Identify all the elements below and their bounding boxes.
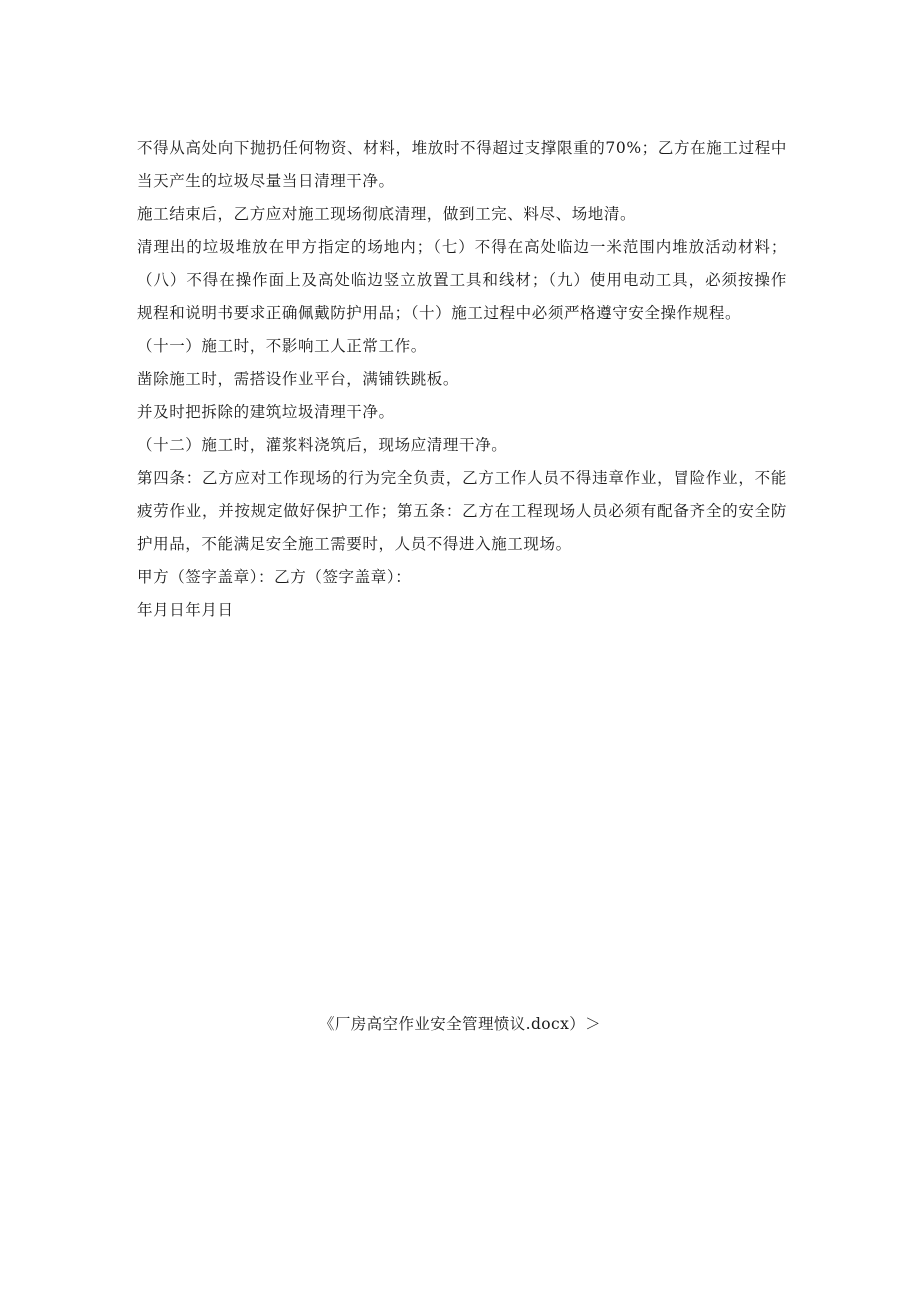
paragraph-material-rules: 不得从高处向下抛扔任何物资、材料，堆放时不得超过支撑限重的70%；乙方在施工过程中当天产生的垃圾尽量当日清理干净。 [137,139,787,190]
date-line: 年月日年月日 [137,601,234,619]
paragraph-site-cleanup: 施工结束后，乙方应对施工现场彻底清理，做到工完、料尽、场地清。 [137,205,637,223]
document-footer: 《厂房高空作业安全管理愤议.docx）＞ [318,1015,602,1033]
paragraph-debris-removal: 并及时把拆除的建筑垃圾清理干净。 [137,403,395,421]
paragraph-articles-four-five: 第四条：乙方应对工作现场的行为完全负责，乙方工作人员不得违章作业，冒险作业，不能疲劳作业，并按规定做好保护工作；第五条：乙方在工程现场人员必须有配备齐全的安全防护用品，不能满足安全施工需要时，人员不得进入施工现场。 [137,469,787,553]
paragraph-safety-items: 清理出的垃圾堆放在甲方指定的场地内；（七）不得在高处临边一米范围内堆放活动材料；（八）不得在操作面上及高处临边竖立放置工具和线材；（九）使用电动工具，必须按操作规程和说明书要求正确佩戴防护用品；（十）施工过程中必须严格遵守安全操作规程。 [137,238,787,322]
signature-line: 甲方（签字盖章）：乙方（签字盖章）： [137,568,412,586]
document-body [137,132,787,627]
paragraph-item-eleven: （十一）施工时，不影响工人正常工作。 [137,337,427,355]
paragraph-item-twelve: （十二）施工时，灌浆料浇筑后，现场应清理干净。 [137,436,508,454]
paragraph-chiseling: 凿除施工时，需搭设作业平台，满铺铁跳板。 [137,370,460,388]
